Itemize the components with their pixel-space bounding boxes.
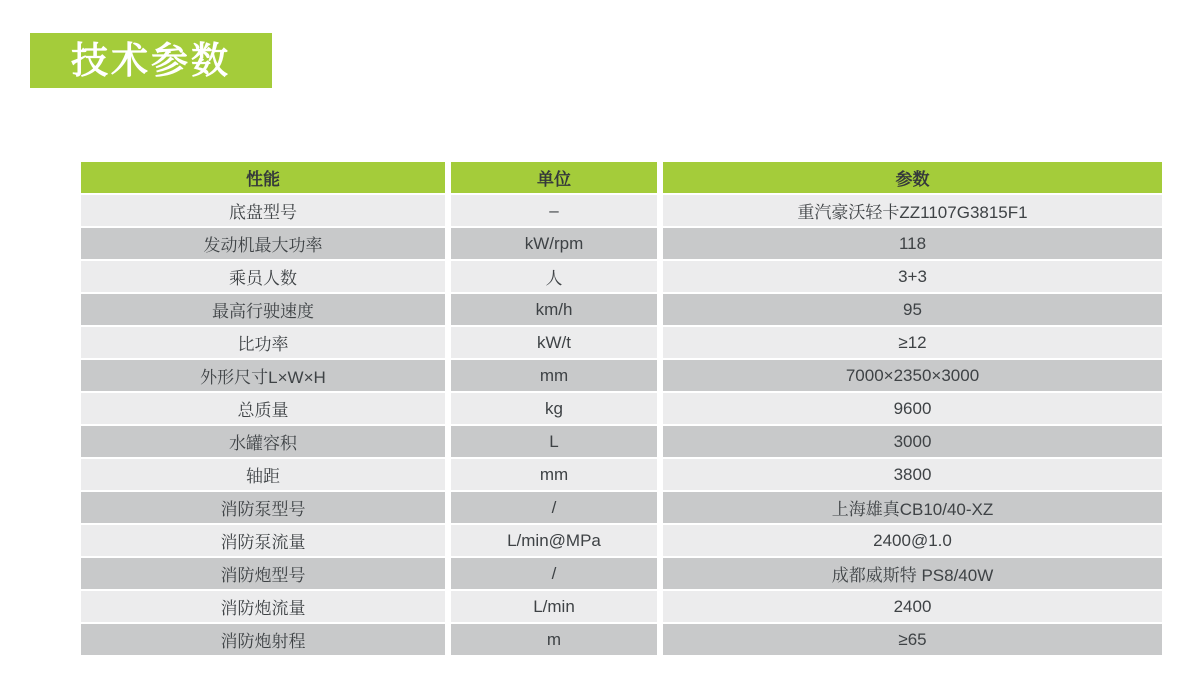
row-name-cell: 比功率 xyxy=(81,327,445,358)
table-header-row xyxy=(81,162,1162,193)
row-name-cell: 轴距 xyxy=(81,459,445,490)
row-unit-cell: – xyxy=(451,195,657,226)
row-value-cell: 95 xyxy=(663,294,1162,325)
row-value-cell: ≥12 xyxy=(663,327,1162,358)
row-unit-cell: mm xyxy=(451,360,657,391)
row-name-cell: 外形尺寸L×W×H xyxy=(81,360,445,391)
row-unit-cell: kW/rpm xyxy=(451,228,657,259)
table-row xyxy=(81,294,1162,325)
row-value-cell: 重汽豪沃轻卡ZZ1107G3815F1 xyxy=(663,195,1162,226)
row-value-cell: 7000×2350×3000 xyxy=(663,360,1162,391)
spec-table xyxy=(81,162,1162,655)
row-value-cell: 118 xyxy=(663,228,1162,259)
table-row xyxy=(81,327,1162,358)
row-name-cell: 消防泵流量 xyxy=(81,525,445,556)
table-row xyxy=(81,492,1162,523)
row-unit-cell: m xyxy=(451,624,657,655)
row-value-cell: 2400@1.0 xyxy=(663,525,1162,556)
row-name-cell: 总质量 xyxy=(81,393,445,424)
row-value-cell: 成都威斯特 PS8/40W xyxy=(663,558,1162,589)
table-row xyxy=(81,459,1162,490)
row-name-cell: 消防泵型号 xyxy=(81,492,445,523)
row-unit-cell: L xyxy=(451,426,657,457)
row-unit-cell: L/min xyxy=(451,591,657,622)
row-name-cell: 消防炮流量 xyxy=(81,591,445,622)
table-row xyxy=(81,393,1162,424)
row-name-cell: 消防炮型号 xyxy=(81,558,445,589)
row-unit-cell: mm xyxy=(451,459,657,490)
row-value-cell: 3+3 xyxy=(663,261,1162,292)
row-value-cell: 3800 xyxy=(663,459,1162,490)
row-name-cell: 底盘型号 xyxy=(81,195,445,226)
row-name-cell: 乘员人数 xyxy=(81,261,445,292)
row-value-cell: 9600 xyxy=(663,393,1162,424)
row-unit-cell: / xyxy=(451,558,657,589)
row-unit-cell: km/h xyxy=(451,294,657,325)
table-row xyxy=(81,525,1162,556)
row-unit-cell: kW/t xyxy=(451,327,657,358)
column-header-unit: 单位 xyxy=(451,162,657,193)
row-name-cell: 水罐容积 xyxy=(81,426,445,457)
column-header-parameter: 参数 xyxy=(663,162,1162,193)
row-unit-cell: L/min@MPa xyxy=(451,525,657,556)
table-row xyxy=(81,261,1162,292)
row-unit-cell: / xyxy=(451,492,657,523)
row-value-cell: ≥65 xyxy=(663,624,1162,655)
table-row xyxy=(81,591,1162,622)
table-row xyxy=(81,228,1162,259)
table-row xyxy=(81,624,1162,655)
row-name-cell: 最高行驶速度 xyxy=(81,294,445,325)
row-name-cell: 发动机最大功率 xyxy=(81,228,445,259)
table-row xyxy=(81,360,1162,391)
row-name-cell: 消防炮射程 xyxy=(81,624,445,655)
row-value-cell: 2400 xyxy=(663,591,1162,622)
row-unit-cell: kg xyxy=(451,393,657,424)
section-title: 技术参数 xyxy=(71,40,231,81)
row-value-cell: 3000 xyxy=(663,426,1162,457)
row-unit-cell: 人 xyxy=(451,261,657,292)
row-value-cell: 上海雄真CB10/40-XZ xyxy=(663,492,1162,523)
table-row xyxy=(81,426,1162,457)
section-title-banner xyxy=(30,33,272,88)
table-row xyxy=(81,195,1162,226)
column-header-performance: 性能 xyxy=(81,162,445,193)
table-row xyxy=(81,558,1162,589)
